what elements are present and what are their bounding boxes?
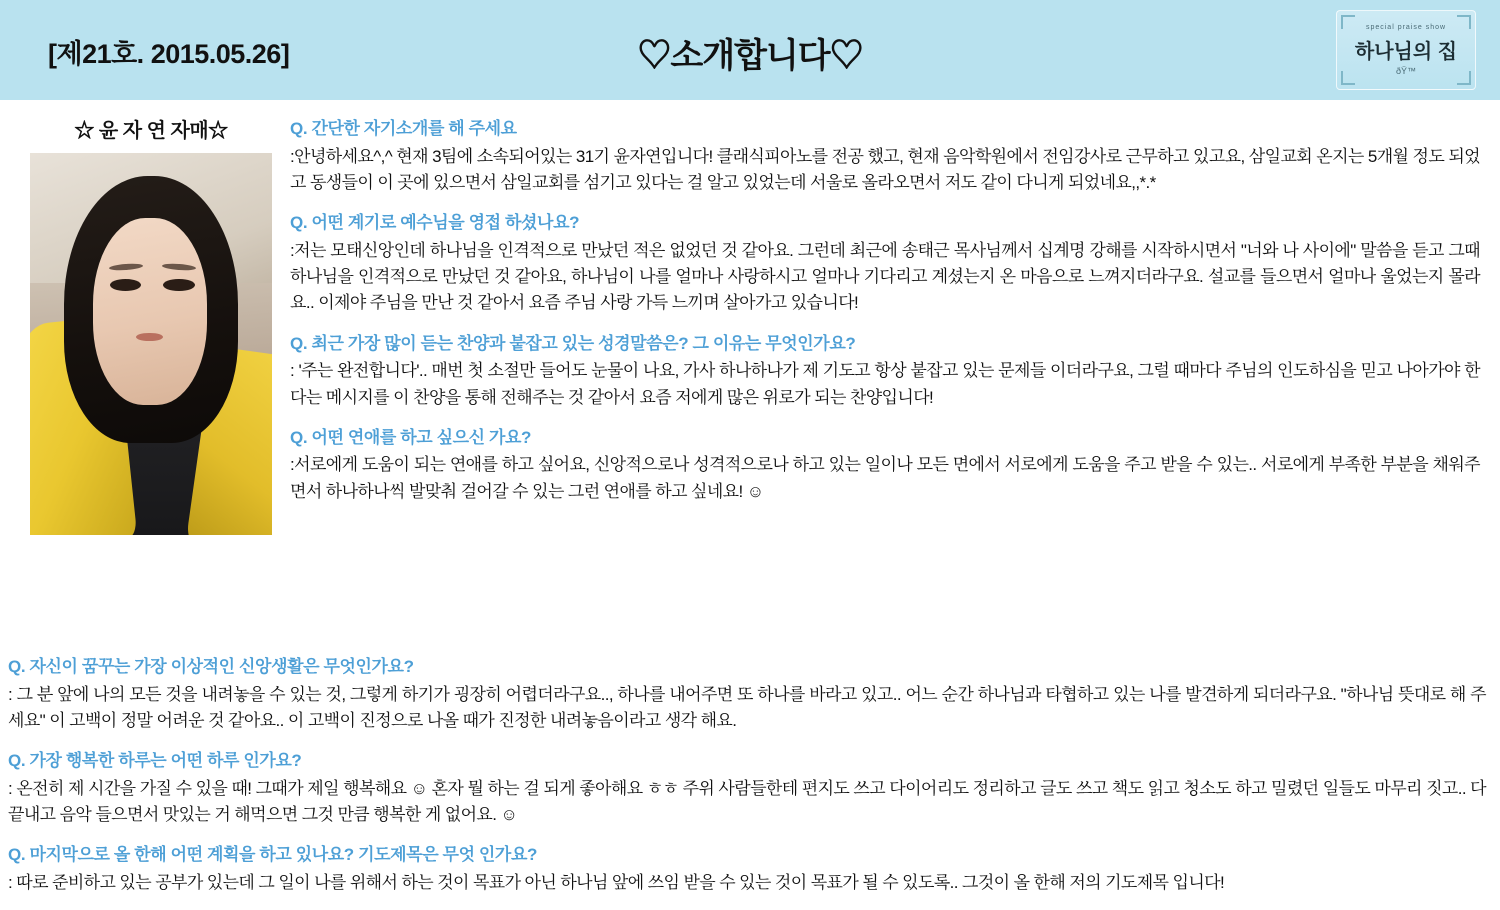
qa-item xyxy=(8,842,1486,896)
logo-corner-top-right-icon xyxy=(1457,15,1471,29)
question-text: Q. 어떤 연애를 하고 싶으신 가요? xyxy=(290,427,532,447)
photo-eye-right xyxy=(163,279,194,291)
photo-face xyxy=(93,218,207,405)
question-text: Q. 최근 가장 많이 듣는 찬양과 붙잡고 있는 성경말씀은? 그 이유는 무엇인가요? xyxy=(290,333,856,353)
answer-text: :저는 모태신앙인데 하나님을 인격적으로 만났던 적은 없었던 것 같아요. 그런데 최근에 송태근 목사님께서 십계명 강해를 시작하시면서 "너와 나 사이에" 말씀을 듣고 그때 하나님을 인격적으로 만났던 것 같아요, 하나님이 나를 얼마나 사랑하시고 얼마나 기다리고 계셨는지 온 마음으로 느껴지더라구요. 설교를 들으면서 얼마나 울었는지 몰라요.. 이제야 주님을 만난 것 같아서 요즘 주님 사랑 가득 느끼며 살아가고 있습니다! xyxy=(290,240,1480,313)
logo-title: 하나님의 집 xyxy=(1354,41,1458,63)
qa-item xyxy=(290,425,1480,505)
logo-corner-bottom-left-icon xyxy=(1341,71,1355,85)
interview-column-right xyxy=(290,116,1480,519)
answer-text: : '주는 완전합니다'.. 매번 첫 소절만 들어도 눈물이 나요, 가사 하나하나가 제 기도고 항상 붙잡고 있는 문제들 이더라구요, 그럴 때마다 주님의 인도하심을 믿고 나아가야 한다는 메시지를 이 찬양을 통해 전해주는 것 같아서 요즘 저에게 많은 위로가 되는 찬양입니다! xyxy=(290,361,1480,407)
qa-item xyxy=(8,654,1486,734)
question-text: Q. 마지막으로 올 한해 어떤 계획을 하고 있나요? 기도제목은 무엇 인가요? xyxy=(8,845,537,865)
qa-item xyxy=(290,331,1480,411)
question-text: Q. 간단한 자기소개를 해 주세요 xyxy=(290,119,517,138)
answer-text: :서로에게 도움이 되는 연애를 하고 싶어요, 신앙적으로나 성격적으로나 하고 있는 일이나 모든 면에서 서로에게 도움을 주고 받을 수 있는.. 서로에게 부족한 부분을 채워주면서 하나하나씩 발맞춰 걸어갈 수 있는 그런 연애를 하고 싶네요! ☺ xyxy=(290,455,1480,501)
qa-item xyxy=(290,116,1480,196)
logo-corner-top-left-icon xyxy=(1341,15,1355,29)
profile-photo xyxy=(30,153,272,535)
church-logo xyxy=(1336,10,1476,90)
profile-name: ☆ 윤 자 연 자매☆ xyxy=(74,120,228,142)
interview-column-full-width xyxy=(8,654,1486,910)
qa-item xyxy=(290,210,1480,317)
question-text: Q. 자신이 꿈꾸는 가장 이상적인 신앙생활은 무엇인가요? xyxy=(8,657,414,676)
answer-text: : 온전히 제 시간을 가질 수 있을 때! 그때가 제일 행복해요 ☺ 혼자 뭘 하는 걸 되게 좋아해요 ㅎㅎ 주위 사람들한테 편지도 쓰고 다이어리도 정리하고 글도 쓰고 책도 읽고 청소도 하고 밀렸던 일들도 마무리 짓고.. 다 끝내고 음악 들으면서 맛있는 거 해먹으면 그것 만큼 행복한 게 없어요. ☺ xyxy=(8,778,1486,825)
answer-text: : 그 분 앞에 나의 모든 것을 내려놓을 수 있는 것, 그렇게 하기가 굉장히 어렵더라구요.., 하나를 내어주면 또 하나를 바라고 있고.. 어느 순간 하나님과 타협하고 있는 나를 발견하게 되더라구요. "하나님 뜻대로 해 주세요" 이 고백이 정말 어려운 것 같아요.. 이 고백이 진정으로 나올 때가 진정한 내려놓음이라고 생각 해요. xyxy=(8,684,1486,730)
answer-text: : 따로 준비하고 있는 공부가 있는데 그 일이 나를 위해서 하는 것이 목표가 아닌 하나님 앞에 쓰임 받을 수 있는 것이 목표가 될 수 있도록.. 그것이 올 한해 저의 기도제목 입니다! xyxy=(8,872,1225,892)
photo-mouth xyxy=(136,333,163,341)
page-title: ♡소개합니다♡ xyxy=(637,37,863,75)
question-text: Q. 가장 행복한 하루는 어떤 하루 인가요? xyxy=(8,751,302,771)
question-text: Q. 어떤 계기로 예수님을 영접 하셨나요? xyxy=(290,213,580,233)
profile-column xyxy=(20,114,282,535)
qa-item xyxy=(8,748,1486,828)
answer-text: :안녕하세요^,^ 현재 3팀에 소속되어있는 31기 윤자연입니다! 클래식피아노를 전공 했고, 현재 음악학원에서 전임강사로 근무하고 있고요, 삼일교회 온지는 5개월 정도 되었고 동생들이 이 곳에 있으면서 삼일교회를 섬기고 있다는 걸 알고 있었는데 서울로 올라오면서 저도 같이 다니게 되었네요,,*.* xyxy=(290,146,1480,192)
logo-mark-icon: ðŸ™ xyxy=(1395,66,1416,76)
logo-corner-bottom-right-icon xyxy=(1457,71,1471,85)
page-header xyxy=(0,0,1500,102)
logo-subtitle: special praise show xyxy=(1365,24,1447,31)
issue-number: [제21호. 2015.05.26] xyxy=(48,39,290,69)
